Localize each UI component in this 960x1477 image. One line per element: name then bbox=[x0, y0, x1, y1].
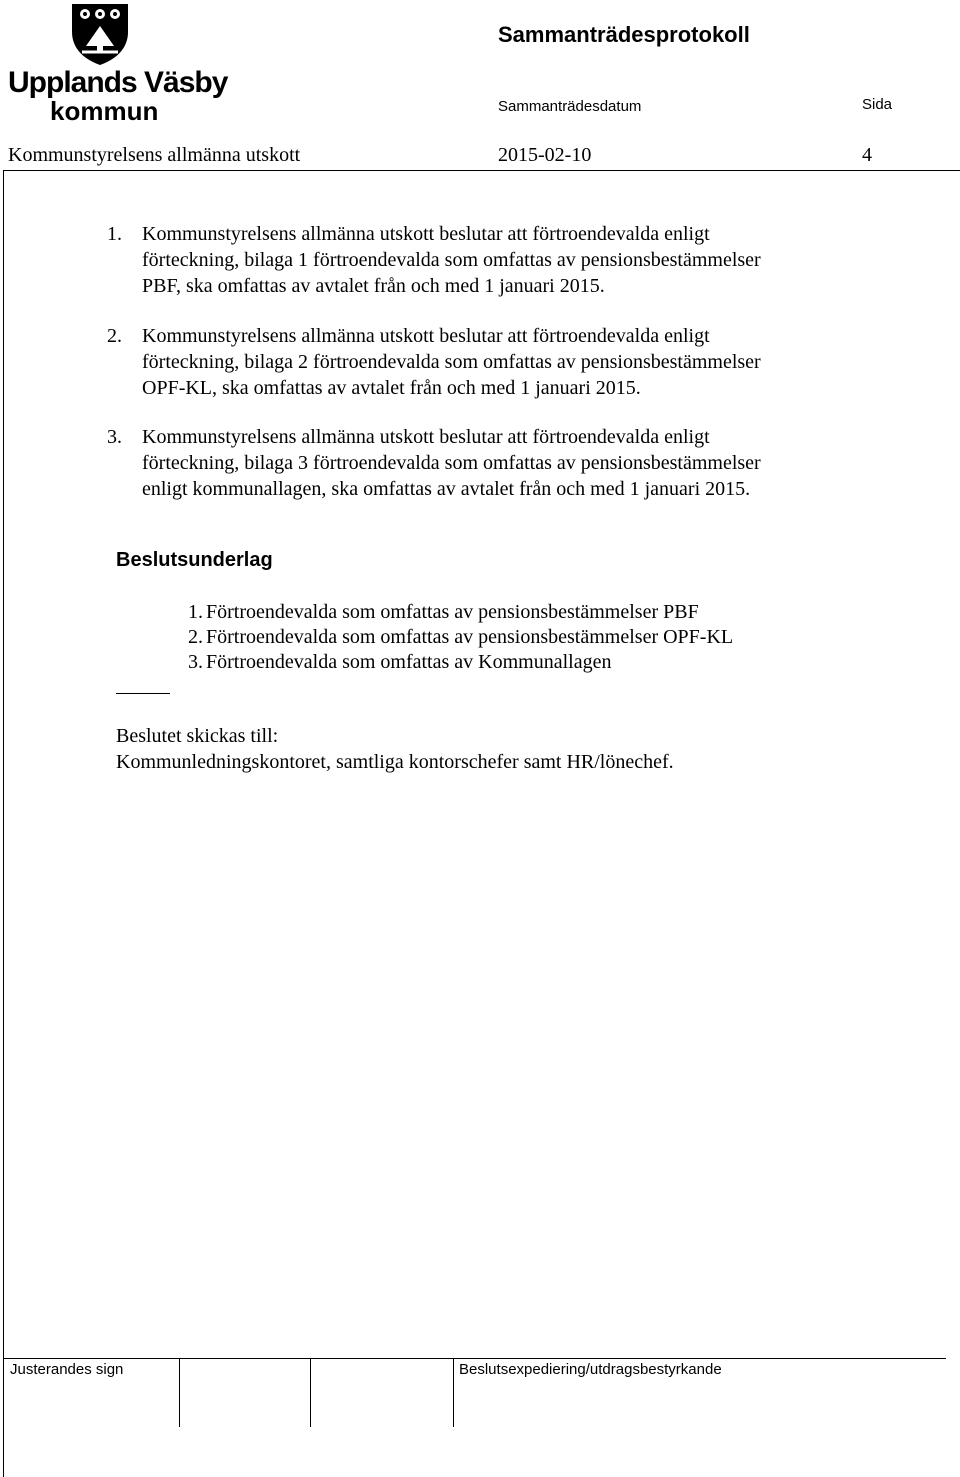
signature-label: Justerandes sign bbox=[10, 1361, 124, 1378]
decision-line: enligt kommunallagen, ska omfattas av avtalet från och med 1 januari 2015. bbox=[142, 478, 751, 500]
decision-number: 3. bbox=[107, 426, 122, 448]
sign-box-divider bbox=[453, 1358, 454, 1427]
separator-dash bbox=[116, 693, 170, 694]
decision-line: förteckning, bilaga 1 förtroendevalda som omfattas av pensionsbestämmelser bbox=[142, 249, 761, 271]
page-left-border bbox=[3, 170, 4, 1477]
attachment-item bbox=[188, 599, 699, 625]
attachment-text: Förtroendevalda som omfattas av pensionsbestämmelser OPF-KL bbox=[206, 626, 734, 648]
decision-line: OPF-KL, ska omfattas av avtalet från och med 1 januari 2015. bbox=[142, 377, 641, 399]
decision-number: 2. bbox=[107, 325, 122, 347]
decision-line: förteckning, bilaga 2 förtroendevalda som omfattas av pensionsbestämmelser bbox=[142, 351, 761, 373]
logo-name-line1: Upplands Väsby bbox=[8, 66, 228, 99]
decision-item bbox=[107, 424, 827, 502]
meeting-date: 2015-02-10 bbox=[498, 144, 592, 166]
coat-of-arms-icon bbox=[70, 2, 130, 66]
decision-line: Kommunstyrelsens allmänna utskott beslutar att förtroendevalda enligt bbox=[142, 223, 710, 245]
decision-item bbox=[107, 323, 827, 401]
decision-line: förteckning, bilaga 3 förtroendevalda som omfattas av pensionsbestämmelser bbox=[142, 452, 761, 474]
decision-line: Kommunstyrelsens allmänna utskott beslutar att förtroendevalda enligt bbox=[142, 325, 710, 347]
municipality-logo bbox=[8, 2, 228, 126]
sign-box-divider bbox=[179, 1358, 180, 1427]
page-label: Sida bbox=[862, 96, 893, 113]
decision-line: Kommunstyrelsens allmänna utskott beslutar att förtroendevalda enligt bbox=[142, 426, 710, 448]
meeting-date-label: Sammanträdesdatum bbox=[498, 98, 642, 115]
document-title: Sammanträdesprotokoll bbox=[498, 22, 750, 47]
attachment-number: 3. bbox=[188, 651, 203, 673]
decision-line: PBF, ska omfattas av avtalet från och med 1 januari 2015. bbox=[142, 275, 605, 297]
attachment-text: Förtroendevalda som omfattas av pensionsbestämmelser PBF bbox=[206, 601, 699, 623]
expedition-label: Beslutsexpediering/utdragsbestyrkande bbox=[459, 1361, 722, 1378]
sign-box-divider bbox=[310, 1358, 311, 1427]
attachment-number: 2. bbox=[188, 626, 203, 648]
header-divider bbox=[3, 170, 960, 171]
attachment-number: 1. bbox=[188, 601, 203, 623]
attachment-text: Förtroendevalda som omfattas av Kommunallagen bbox=[206, 651, 612, 673]
basis-heading: Beslutsunderlag bbox=[116, 549, 273, 571]
attachment-item bbox=[188, 624, 733, 650]
logo-name-line2: kommun bbox=[50, 96, 159, 126]
attachment-item bbox=[188, 649, 611, 675]
distribution-label: Beslutet skickas till: bbox=[116, 725, 279, 747]
committee-name: Kommunstyrelsens allmänna utskott bbox=[8, 144, 301, 166]
decision-item bbox=[107, 221, 827, 299]
decision-number: 1. bbox=[107, 223, 122, 245]
page-number: 4 bbox=[862, 144, 872, 166]
distribution-recipients: Kommunledningskontoret, samtliga kontorschefer samt HR/lönechef. bbox=[116, 751, 674, 773]
footer-divider bbox=[3, 1358, 946, 1359]
